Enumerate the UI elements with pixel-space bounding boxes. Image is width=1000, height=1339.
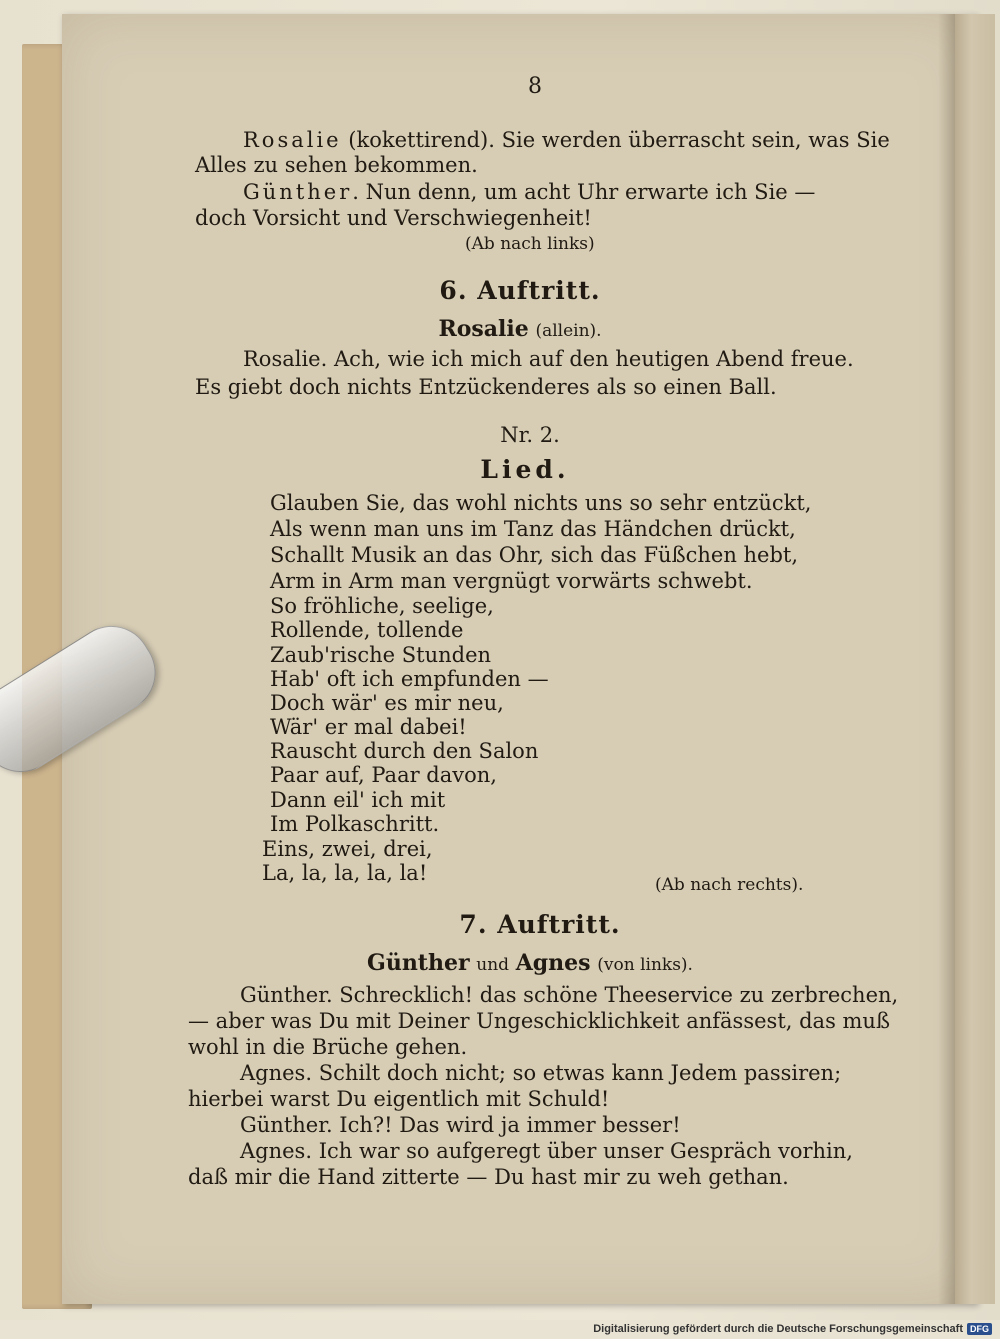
dialogue-text: . Nun denn, um acht Uhr erwarte ich Sie — [352, 180, 816, 204]
song-title: Lied. [480, 455, 570, 484]
cast-name: Rosalie [438, 316, 529, 342]
song-line: Dann eil' ich mit [270, 788, 446, 812]
dialogue-line: Es giebt doch nichts Entzückenderes als so einen Ball. [195, 375, 777, 399]
dialogue-line: Alles zu sehen bekommen. [195, 153, 478, 177]
song-line: Paar auf, Paar davon, [270, 763, 497, 787]
scene-heading: 7. Auftritt. [459, 910, 621, 939]
dialogue-line: wohl in die Brüche gehen. [188, 1035, 468, 1059]
dialogue-line: daß mir die Hand zitterte — Du hast mir zu weh gethan. [188, 1165, 789, 1189]
song-line: La, la, la, la, la! [262, 861, 428, 885]
song-line: Zaub'rische Stunden [270, 643, 492, 667]
song-line: Glauben Sie, das wohl nichts uns so sehr entzückt, [270, 491, 812, 515]
dialogue-line: Agnes. Ich war so aufgeregt über unser Gespräch vorhin, [240, 1139, 853, 1163]
song-line: Rauscht durch den Salon [270, 739, 539, 763]
dfg-logo: DFG [967, 1323, 992, 1335]
dialogue-line [243, 179, 815, 205]
stage-direction: (Ab nach links) [465, 234, 595, 254]
digitization-credit [593, 1323, 992, 1335]
cast-name: Agnes [515, 950, 591, 976]
cast-note: (von links). [597, 955, 693, 975]
credit-text: Digitalisierung gefördert durch die Deutsche Forschungsgemeinschaft [593, 1323, 963, 1335]
song-line: Schallt Musik an das Ohr, sich das Füßchen hebt, [270, 543, 799, 567]
dialogue-line: — aber was Du mit Deiner Ungeschicklichkeit anfässest, das muß [188, 1009, 890, 1033]
song-line: Eins, zwei, drei, [262, 837, 433, 861]
song-line: Als wenn man uns im Tanz das Händchen drückt, [270, 517, 796, 541]
song-line: Doch wär' es mir neu, [270, 691, 504, 715]
dialogue-line [243, 127, 890, 153]
song-line: Im Polkaschritt. [270, 812, 440, 836]
song-line: Rollende, tollende [270, 618, 464, 642]
cast-note: (allein). [535, 321, 602, 341]
cast-conjunction: und [476, 955, 510, 975]
scene-cast [420, 316, 620, 344]
dialogue-line: Günther. Ich?! Das wird ja immer besser! [240, 1113, 681, 1137]
stage-direction: (Ab nach rechts). [655, 875, 804, 895]
dialogue-line: hierbei warst Du eigentlich mit Schuld! [188, 1087, 610, 1111]
dialogue-text: (kokettirend). Sie werden überrascht sein, was Sie [341, 128, 890, 152]
dialogue-line: Agnes. Schilt doch nicht; so etwas kann Jedem passiren; [240, 1061, 842, 1085]
dialogue-line: Günther. Schrecklich! das schöne Theeservice zu zerbrechen, [240, 983, 899, 1007]
speaker-name: Rosalie [243, 128, 342, 152]
song-line: So fröhliche, seelige, [270, 594, 494, 618]
song-line: Hab' oft ich empfunden — [270, 667, 549, 691]
song-line: Arm in Arm man vergnügt vorwärts schwebt. [270, 569, 753, 593]
song-number: Nr. 2. [500, 423, 560, 447]
page-number: 8 [528, 74, 542, 99]
scene-heading: 6. Auftritt. [439, 276, 601, 305]
cast-name: Günther [367, 950, 470, 976]
speaker-name: Günther [243, 180, 353, 204]
song-line: Wär' er mal dabei! [270, 715, 467, 739]
page-fore-edge [955, 14, 995, 1304]
scene-cast [330, 950, 730, 978]
dialogue-line: Rosalie. Ach, wie ich mich auf den heutigen Abend freue. [243, 347, 854, 371]
dialogue-line: doch Vorsicht und Verschwiegenheit! [195, 206, 592, 230]
